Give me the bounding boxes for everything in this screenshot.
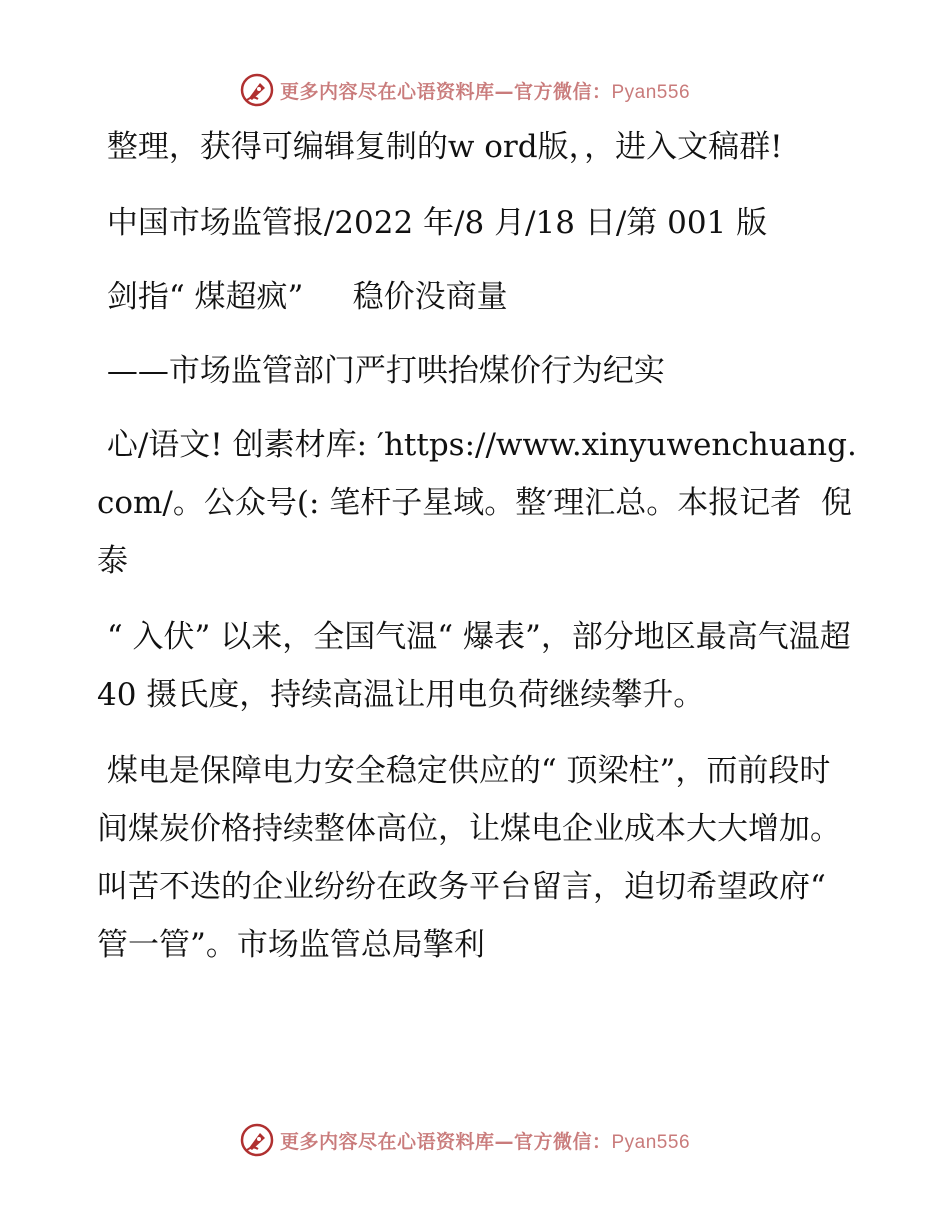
banner-wechat-label: 官方微信： <box>513 80 612 103</box>
banner-wechat-id: Pyan556 <box>611 1131 691 1153</box>
article-title: 剑指“ 煤超疯” 稳价没商量 <box>97 279 508 315</box>
banner-text <box>280 77 690 104</box>
banner-dash: — <box>494 1130 514 1153</box>
pen-nib-logo-icon <box>240 73 274 107</box>
banner-content <box>240 1123 690 1157</box>
banner-slogan: 更多内容尽在心语资料库 <box>279 80 495 103</box>
banner-wechat-id: Pyan556 <box>611 81 691 103</box>
banner-dash: — <box>494 80 514 103</box>
pen-nib-logo-icon <box>240 1123 274 1157</box>
paragraph-intro: 整理，获得可编辑复制的w ord版，，进入文稿群! <box>97 129 783 165</box>
header-banner <box>0 70 950 110</box>
paragraph-credit: 心/语文! 创素材库: ′https://www.xinyuwenchuang.com/。公众号(: 笔杆子星域。整′理汇总。本报记者 倪泰 <box>97 427 857 579</box>
banner-wechat-label: 官方微信： <box>513 1130 612 1153</box>
paragraph-body-1: “ 入伏” 以来，全国气温“ 爆表”，部分地区最高气温超 40 摄氏度，持续高温让用电负荷继续攀升。 <box>97 619 861 713</box>
banner-slogan: 更多内容尽在心语资料库 <box>279 1130 495 1153</box>
footer-banner <box>0 1120 950 1160</box>
banner-text <box>280 1127 690 1154</box>
article-subtitle: ——市场监管部门严打哄抬煤价行为纪实 <box>97 353 665 389</box>
banner-content <box>240 73 690 107</box>
paragraph-body-2: 煤电是保障电力安全稳定供应的“ 顶梁柱”，而前段时间煤炭价格持续整体高位，让煤电企业成本大大增加。叫苦不迭的企业纷纷在政务平台留言，迫切希望政府“ 管一管”。市场监管总局擎利 <box>97 753 841 963</box>
paragraph-source: 中国市场监管报/2022 年/8 月/18 日/第 001 版 <box>97 205 768 241</box>
document-body <box>97 118 861 974</box>
